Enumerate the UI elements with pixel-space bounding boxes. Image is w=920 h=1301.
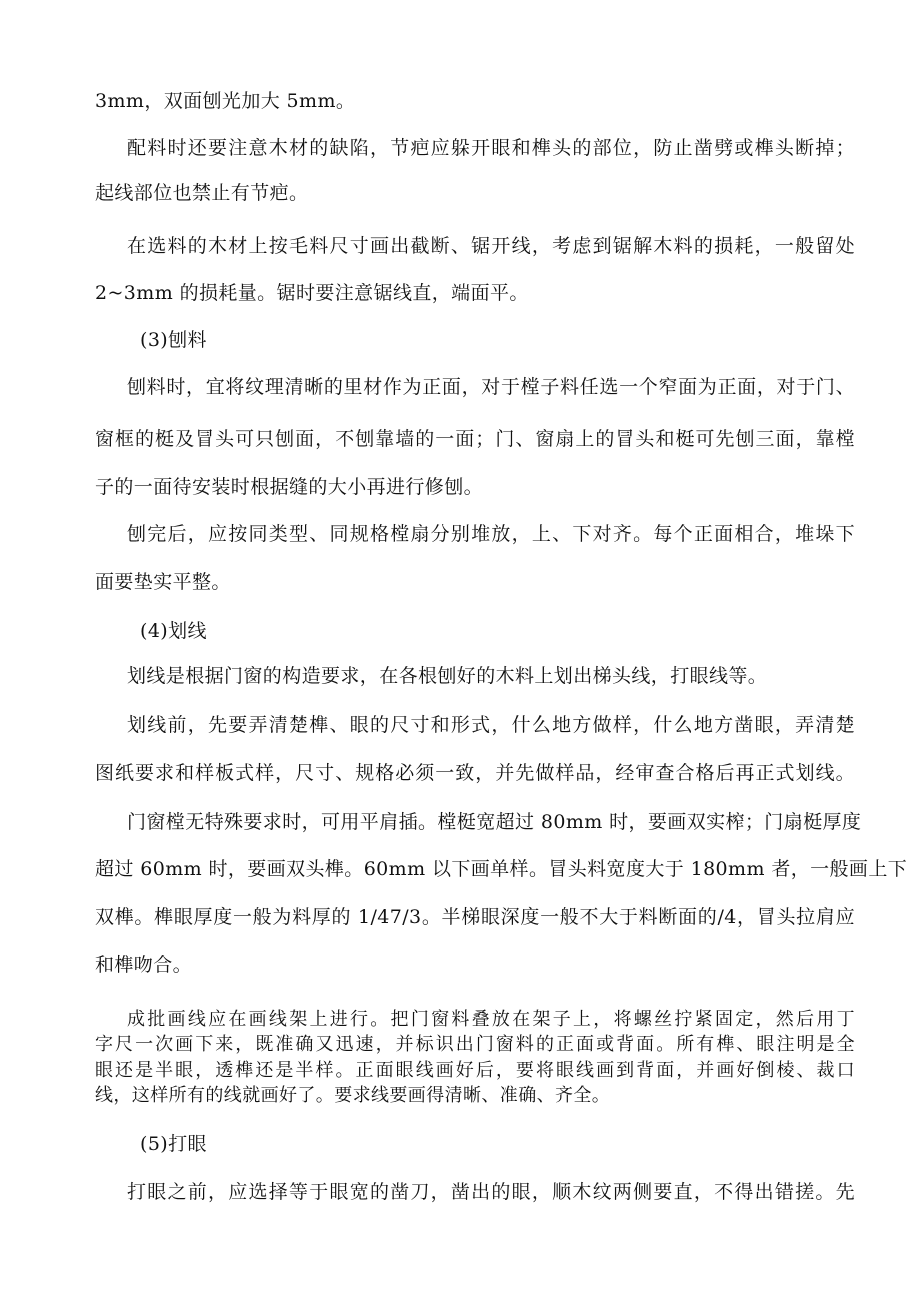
paragraph-first-line: 刨完后，应按同类型、同规格樘扇分别堆放，上、下对齐。每个正面相合，堆垛下 bbox=[127, 523, 855, 545]
text-line: 眼还是半眼，透榫还是半样。正面眼线画好后，要将眼线画到背面，并画好倒棱、裁口 bbox=[95, 1060, 855, 1081]
text-line: 2~3mm 的损耗量。锯时要注意锯线直，端面平。 bbox=[95, 282, 529, 304]
text-line: 双榫。榫眼厚度一般为料厚的 1/47/3。半梯眼深度一般不大于料断面的/4，冒头拉肩应 bbox=[95, 906, 855, 928]
text-line: 和榫吻合。 bbox=[95, 954, 193, 976]
paragraph-first-line: 成批画线应在画线架上进行。把门窗料叠放在架子上，将螺丝拧紧固定，然后用丁 bbox=[127, 1009, 855, 1030]
text-line: 子的一面待安装时根据缝的大小再进行修刨。 bbox=[95, 476, 484, 498]
text-line: 起线部位也禁止有节疤。 bbox=[95, 182, 309, 204]
text-line: 字尺一次画下来，既准确又迅速，并标识出门窗料的正面或背面。所有榫、眼注明是全 bbox=[95, 1034, 855, 1055]
text-line: 图纸要求和样板式样，尺寸、规格必须一致，并先做样品，经审查合格后再正式划线。 bbox=[95, 762, 855, 784]
paragraph-first-line: 在选料的木材上按毛料尺寸画出截断、锯开线，考虑到锯解木料的损耗，一般留处 bbox=[127, 235, 855, 257]
paragraph-first-line: 划线前，先要弄清楚榫、眼的尺寸和形式，什么地方做样，什么地方凿眼，弄清楚 bbox=[127, 714, 855, 736]
paragraph-first-line: 配料时还要注意木材的缺陷，节疤应躲开眼和榫头的部位，防止凿劈或榫头断掉； bbox=[127, 137, 855, 159]
section-heading: (3)刨料 bbox=[140, 329, 207, 351]
section-heading: (5)打眼 bbox=[140, 1133, 207, 1155]
text-line: 超过 60mm 时，要画双头榫。60mm 以下画单样。冒头料宽度大于 180mm 者，一般画上下 bbox=[95, 858, 908, 880]
paragraph-first-line: 打眼之前，应选择等于眼宽的凿刀，凿出的眼，顺木纹两侧要直，不得出错搓。先 bbox=[127, 1181, 855, 1203]
section-heading: (4)划线 bbox=[140, 620, 207, 642]
paragraph-first-line: 刨料时，宜将纹理清晰的里材作为正面，对于樘子料任选一个窄面为正面，对于门、 bbox=[127, 376, 855, 398]
paragraph-first-line: 划线是根据门窗的构造要求，在各根刨好的木料上划出梯头线，打眼线等。 bbox=[127, 665, 768, 687]
text-line: 窗框的梃及冒头可只刨面，不刨靠墙的一面；门、窗扇上的冒头和梃可先刨三面，靠樘 bbox=[95, 428, 855, 450]
text-line: 3mm，双面刨光加大 5mm。 bbox=[95, 90, 356, 112]
paragraph-first-line: 门窗樘无特殊要求时，可用平肩插。樘梃宽超过 80mm 时，要画双实榨；门扇梃厚度 bbox=[127, 811, 862, 833]
text-line: 面要垫实平整。 bbox=[95, 571, 231, 593]
text-line: 线，这样所有的线就画好了。要求线要画得清晰、准确、齐全。 bbox=[95, 1085, 611, 1106]
